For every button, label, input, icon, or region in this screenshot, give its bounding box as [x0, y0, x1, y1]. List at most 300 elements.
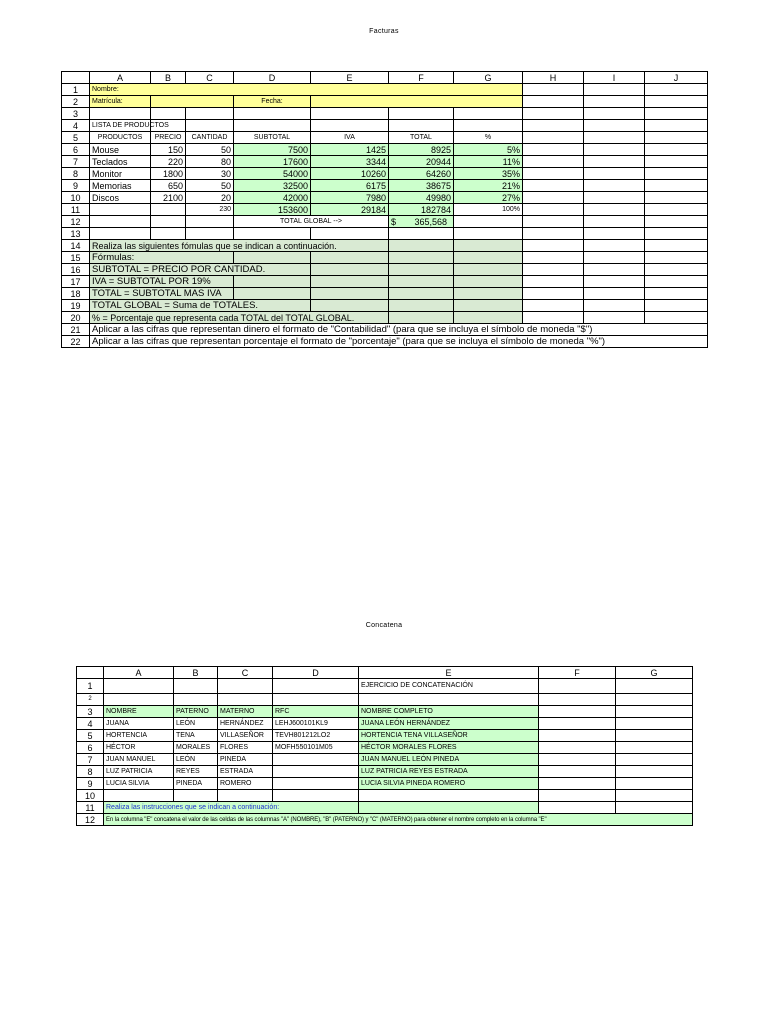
cell[interactable]	[539, 766, 616, 778]
cell[interactable]	[523, 216, 584, 228]
cell[interactable]	[645, 300, 708, 312]
product-name[interactable]: Discos	[90, 192, 151, 204]
cell[interactable]	[584, 204, 645, 216]
row-number[interactable]: 1	[62, 84, 90, 96]
cell[interactable]	[523, 192, 584, 204]
row-number[interactable]: 12	[77, 814, 104, 826]
header-subtotal[interactable]: SUBTOTAL	[234, 132, 311, 144]
cell[interactable]	[90, 204, 151, 216]
person-nombre[interactable]: HÉCTOR	[104, 742, 174, 754]
product-total[interactable]: 20944	[389, 156, 454, 168]
cell[interactable]	[616, 706, 693, 718]
fecha-label[interactable]: Fecha:	[234, 96, 311, 108]
person-rfc[interactable]: MOFH550101M05	[273, 742, 359, 754]
instruction-porcentaje[interactable]: Aplicar a las cifras que representan porcentaje el formato de "porcentaje" (para que se incluya el símbolo de moneda "%")	[90, 336, 708, 348]
col-header-a[interactable]: A	[104, 667, 174, 679]
cell[interactable]	[454, 120, 523, 132]
cell[interactable]	[454, 288, 523, 300]
formula-iva[interactable]: IVA = SUBTOTAL POR 19%	[90, 276, 234, 288]
cell[interactable]	[539, 694, 616, 706]
cell[interactable]	[584, 228, 645, 240]
row-number[interactable]: 8	[77, 766, 104, 778]
product-subtotal[interactable]: 42000	[234, 192, 311, 204]
row-number[interactable]: 11	[77, 802, 104, 814]
cell[interactable]	[523, 228, 584, 240]
cell[interactable]	[539, 802, 616, 814]
formula-total-global[interactable]: TOTAL GLOBAL = Suma de TOTALES.	[90, 300, 311, 312]
product-precio[interactable]: 1800	[151, 168, 186, 180]
cell[interactable]	[645, 312, 708, 324]
cell[interactable]	[523, 156, 584, 168]
person-materno[interactable]: ESTRADA	[218, 766, 273, 778]
concatenation-title[interactable]: EJERCICIO DE CONCATENACIÓN	[359, 679, 539, 694]
header-precio[interactable]: PRECIO	[151, 132, 186, 144]
cell[interactable]	[584, 180, 645, 192]
col-header-d[interactable]: D	[234, 72, 311, 84]
cell[interactable]	[523, 120, 584, 132]
cell[interactable]	[151, 108, 186, 120]
cell[interactable]	[174, 694, 218, 706]
row-number[interactable]: 7	[62, 156, 90, 168]
product-total[interactable]: 38675	[389, 180, 454, 192]
header-materno[interactable]: MATERNO	[218, 706, 273, 718]
product-cantidad[interactable]: 30	[186, 168, 234, 180]
cell[interactable]	[584, 240, 645, 252]
concatena-instruction[interactable]: En la columna "E" concatena el valor de las celdas de las columnas "A" (NOMBRE), "B" (PATERNO) y "C" (MATERNO) para obtener el nombre completo en la columna "E"	[104, 814, 693, 826]
cell[interactable]	[523, 96, 584, 108]
cell[interactable]	[584, 84, 645, 96]
cell[interactable]	[645, 252, 708, 264]
col-header-g[interactable]: G	[454, 72, 523, 84]
cell[interactable]	[454, 216, 523, 228]
product-subtotal[interactable]: 54000	[234, 168, 311, 180]
cell[interactable]	[311, 120, 389, 132]
product-precio[interactable]: 220	[151, 156, 186, 168]
person-nombre[interactable]: HORTENCIA	[104, 730, 174, 742]
cell[interactable]	[174, 790, 218, 802]
person-rfc[interactable]: LEHJ600101KL9	[273, 718, 359, 730]
row-number[interactable]: 4	[77, 718, 104, 730]
cell[interactable]	[523, 276, 584, 288]
formula-total[interactable]: TOTAL = SUBTOTAL MAS IVA	[90, 288, 234, 300]
corner-cell[interactable]	[77, 667, 104, 679]
formula-subtotal[interactable]: SUBTOTAL = PRECIO POR CANTIDAD.	[90, 264, 311, 276]
product-subtotal[interactable]: 7500	[234, 144, 311, 156]
person-nombre-completo[interactable]: JUANA LEÓN HERNÁNDEZ	[359, 718, 539, 730]
cell[interactable]	[389, 300, 454, 312]
formulas-label[interactable]: Fórmulas:	[90, 252, 234, 264]
cell[interactable]	[539, 679, 616, 694]
cell[interactable]	[645, 180, 708, 192]
header-productos[interactable]: PRODUCTOS	[90, 132, 151, 144]
cell[interactable]	[186, 108, 234, 120]
cell[interactable]	[523, 108, 584, 120]
cell[interactable]	[523, 180, 584, 192]
cell[interactable]	[359, 802, 539, 814]
row-number[interactable]: 5	[77, 730, 104, 742]
person-paterno[interactable]: MORALES	[174, 742, 218, 754]
product-name[interactable]: Mouse	[90, 144, 151, 156]
header-percent[interactable]: %	[454, 132, 523, 144]
person-rfc[interactable]	[273, 766, 359, 778]
product-iva[interactable]: 10260	[311, 168, 389, 180]
product-name[interactable]: Teclados	[90, 156, 151, 168]
col-header-d[interactable]: D	[273, 667, 359, 679]
row-number[interactable]: 9	[62, 180, 90, 192]
cell[interactable]	[90, 108, 151, 120]
col-header-j[interactable]: J	[645, 72, 708, 84]
cell[interactable]	[584, 300, 645, 312]
cell[interactable]	[454, 228, 523, 240]
instruction-text[interactable]: Realiza las siguientes fómulas que se indican a continuación.	[90, 240, 389, 252]
person-paterno[interactable]: REYES	[174, 766, 218, 778]
row-number[interactable]: 4	[62, 120, 90, 132]
cell[interactable]	[584, 276, 645, 288]
cell[interactable]	[645, 216, 708, 228]
cell[interactable]	[523, 84, 584, 96]
cell[interactable]	[645, 240, 708, 252]
concatena-instructions-title[interactable]: Realiza las instrucciones que se indican a continuación:	[104, 802, 359, 814]
cell[interactable]	[234, 120, 311, 132]
row-number[interactable]: 14	[62, 240, 90, 252]
cell[interactable]	[523, 312, 584, 324]
product-cantidad[interactable]: 80	[186, 156, 234, 168]
cell[interactable]	[539, 730, 616, 742]
product-percent[interactable]: 35%	[454, 168, 523, 180]
row-number[interactable]: 6	[77, 742, 104, 754]
cell[interactable]	[616, 778, 693, 790]
cell[interactable]	[584, 192, 645, 204]
total-percent[interactable]: 100%	[454, 204, 523, 216]
cell[interactable]	[523, 204, 584, 216]
cell[interactable]	[273, 679, 359, 694]
person-paterno[interactable]: TENA	[174, 730, 218, 742]
corner-cell[interactable]	[62, 72, 90, 84]
cell[interactable]	[645, 120, 708, 132]
cell[interactable]	[645, 96, 708, 108]
product-iva[interactable]: 7980	[311, 192, 389, 204]
row-number[interactable]: 22	[62, 336, 90, 348]
row-number[interactable]: 12	[62, 216, 90, 228]
cell[interactable]	[311, 288, 389, 300]
cell[interactable]	[523, 144, 584, 156]
row-number[interactable]: 1	[77, 679, 104, 694]
total-cantidad[interactable]: 230	[186, 204, 234, 216]
cell[interactable]	[584, 312, 645, 324]
cell[interactable]	[645, 132, 708, 144]
col-header-b[interactable]: B	[174, 667, 218, 679]
cell[interactable]	[151, 204, 186, 216]
cell[interactable]	[90, 216, 151, 228]
cell[interactable]	[616, 754, 693, 766]
cell[interactable]	[645, 108, 708, 120]
total-subtotal[interactable]: 153600	[234, 204, 311, 216]
cell[interactable]	[389, 276, 454, 288]
col-header-g[interactable]: G	[616, 667, 693, 679]
person-rfc[interactable]	[273, 754, 359, 766]
cell[interactable]	[539, 754, 616, 766]
row-number[interactable]: 2	[77, 694, 104, 706]
cell[interactable]	[584, 108, 645, 120]
cell[interactable]	[104, 679, 174, 694]
cell[interactable]	[645, 288, 708, 300]
cell[interactable]	[151, 228, 186, 240]
col-header-c[interactable]: C	[186, 72, 234, 84]
person-materno[interactable]: ROMERO	[218, 778, 273, 790]
person-paterno[interactable]: LEÓN	[174, 754, 218, 766]
row-number[interactable]: 10	[62, 192, 90, 204]
col-header-f[interactable]: F	[389, 72, 454, 84]
cell[interactable]	[234, 288, 311, 300]
cell[interactable]	[645, 204, 708, 216]
cell[interactable]	[616, 679, 693, 694]
product-total[interactable]: 49980	[389, 192, 454, 204]
cell[interactable]	[523, 132, 584, 144]
col-header-f[interactable]: F	[539, 667, 616, 679]
cell[interactable]	[174, 679, 218, 694]
cell[interactable]	[616, 718, 693, 730]
person-nombre-completo[interactable]: LUCIA SILVIA PINEDA ROMERO	[359, 778, 539, 790]
product-iva[interactable]: 1425	[311, 144, 389, 156]
cell[interactable]	[584, 216, 645, 228]
cell[interactable]	[234, 108, 311, 120]
cell[interactable]	[645, 144, 708, 156]
matricula-label[interactable]: Matrícula:	[90, 96, 151, 108]
cell[interactable]	[186, 120, 234, 132]
header-paterno[interactable]: PATERNO	[174, 706, 218, 718]
col-header-h[interactable]: H	[523, 72, 584, 84]
fecha-input-cell[interactable]	[311, 96, 523, 108]
row-number[interactable]: 6	[62, 144, 90, 156]
header-nombre[interactable]: NOMBRE	[104, 706, 174, 718]
cell[interactable]	[645, 264, 708, 276]
cell[interactable]	[234, 252, 311, 264]
nombre-label[interactable]: Nombre:	[90, 84, 151, 96]
cell[interactable]	[454, 252, 523, 264]
row-number[interactable]: 16	[62, 264, 90, 276]
person-nombre[interactable]: LUZ PATRICIA	[104, 766, 174, 778]
cell[interactable]	[311, 252, 389, 264]
nombre-input-cell[interactable]	[151, 84, 523, 96]
person-rfc[interactable]	[273, 778, 359, 790]
cell[interactable]	[584, 96, 645, 108]
product-percent[interactable]: 21%	[454, 180, 523, 192]
person-nombre-completo[interactable]: LUZ PATRICIA REYES ESTRADA	[359, 766, 539, 778]
cell[interactable]	[311, 300, 389, 312]
cell[interactable]	[311, 276, 389, 288]
product-cantidad[interactable]: 20	[186, 192, 234, 204]
cell[interactable]	[389, 264, 454, 276]
cell[interactable]	[454, 240, 523, 252]
formula-percent[interactable]: % = Porcentaje que representa cada TOTAL del TOTAL GLOBAL.	[90, 312, 389, 324]
cell[interactable]	[104, 790, 174, 802]
cell[interactable]	[584, 156, 645, 168]
header-iva[interactable]: IVA	[311, 132, 389, 144]
row-number[interactable]: 9	[77, 778, 104, 790]
row-number[interactable]: 2	[62, 96, 90, 108]
product-precio[interactable]: 2100	[151, 192, 186, 204]
person-materno[interactable]: PINEDA	[218, 754, 273, 766]
cell[interactable]	[454, 276, 523, 288]
cell[interactable]	[539, 718, 616, 730]
row-number[interactable]: 3	[62, 108, 90, 120]
cell[interactable]	[616, 694, 693, 706]
row-number[interactable]: 5	[62, 132, 90, 144]
cell[interactable]	[584, 288, 645, 300]
row-number[interactable]: 10	[77, 790, 104, 802]
person-nombre[interactable]: LUCIA SILVIA	[104, 778, 174, 790]
cell[interactable]	[616, 766, 693, 778]
cell[interactable]	[359, 790, 539, 802]
cell[interactable]	[523, 240, 584, 252]
product-cantidad[interactable]: 50	[186, 180, 234, 192]
product-cantidad[interactable]: 50	[186, 144, 234, 156]
header-cantidad[interactable]: CANTIDAD	[186, 132, 234, 144]
cell[interactable]	[523, 288, 584, 300]
row-number[interactable]: 13	[62, 228, 90, 240]
cell[interactable]	[218, 694, 273, 706]
cell[interactable]	[616, 730, 693, 742]
row-number[interactable]: 21	[62, 324, 90, 336]
cell[interactable]	[311, 264, 389, 276]
person-nombre[interactable]: JUANA	[104, 718, 174, 730]
row-number[interactable]: 3	[77, 706, 104, 718]
cell[interactable]	[523, 168, 584, 180]
cell[interactable]	[645, 192, 708, 204]
person-paterno[interactable]: LEÓN	[174, 718, 218, 730]
cell[interactable]	[584, 132, 645, 144]
cell[interactable]	[218, 790, 273, 802]
cell[interactable]	[523, 300, 584, 312]
cell[interactable]	[523, 264, 584, 276]
row-number[interactable]: 20	[62, 312, 90, 324]
cell[interactable]	[389, 312, 454, 324]
cell[interactable]	[539, 790, 616, 802]
cell[interactable]	[389, 288, 454, 300]
cell[interactable]	[359, 694, 539, 706]
row-number[interactable]: 8	[62, 168, 90, 180]
col-header-e[interactable]: E	[311, 72, 389, 84]
cell[interactable]	[454, 312, 523, 324]
cell[interactable]	[539, 742, 616, 754]
product-precio[interactable]: 150	[151, 144, 186, 156]
product-percent[interactable]: 27%	[454, 192, 523, 204]
total-global-label[interactable]: TOTAL GLOBAL -->	[234, 216, 389, 228]
person-paterno[interactable]: PINEDA	[174, 778, 218, 790]
cell[interactable]	[645, 168, 708, 180]
person-nombre-completo[interactable]: HORTENCIA TENA VILLASEÑOR	[359, 730, 539, 742]
header-nombre-completo[interactable]: NOMBRE COMPLETO	[359, 706, 539, 718]
product-iva[interactable]: 3344	[311, 156, 389, 168]
col-header-c[interactable]: C	[218, 667, 273, 679]
cell[interactable]	[584, 120, 645, 132]
total-iva[interactable]: 29184	[311, 204, 389, 216]
header-rfc[interactable]: RFC	[273, 706, 359, 718]
row-number[interactable]: 11	[62, 204, 90, 216]
lista-productos-label[interactable]: LISTA DE PRODUCTOS	[90, 120, 151, 132]
cell[interactable]	[539, 778, 616, 790]
cell[interactable]	[234, 228, 311, 240]
product-iva[interactable]: 6175	[311, 180, 389, 192]
cell[interactable]	[645, 276, 708, 288]
cell[interactable]	[273, 790, 359, 802]
col-header-b[interactable]: B	[151, 72, 186, 84]
product-total[interactable]: 64260	[389, 168, 454, 180]
total-total[interactable]: 182784	[389, 204, 454, 216]
cell[interactable]	[311, 108, 389, 120]
cell[interactable]	[645, 228, 708, 240]
cell[interactable]	[645, 156, 708, 168]
product-precio[interactable]: 650	[151, 180, 186, 192]
cell[interactable]	[151, 216, 186, 228]
col-header-a[interactable]: A	[90, 72, 151, 84]
person-nombre-completo[interactable]: HÉCTOR MORALES FLORES	[359, 742, 539, 754]
cell[interactable]	[218, 679, 273, 694]
row-number[interactable]: 18	[62, 288, 90, 300]
person-rfc[interactable]: TEVH801212LO2	[273, 730, 359, 742]
cell[interactable]	[616, 742, 693, 754]
cell[interactable]	[389, 252, 454, 264]
cell[interactable]	[645, 84, 708, 96]
header-total[interactable]: TOTAL	[389, 132, 454, 144]
col-header-i[interactable]: I	[584, 72, 645, 84]
cell[interactable]	[389, 228, 454, 240]
cell[interactable]	[273, 694, 359, 706]
person-nombre-completo[interactable]: JUAN MANUEL LEÓN PINEDA	[359, 754, 539, 766]
row-number[interactable]: 15	[62, 252, 90, 264]
cell[interactable]	[186, 228, 234, 240]
cell[interactable]	[584, 264, 645, 276]
cell[interactable]	[616, 790, 693, 802]
total-global-value-cell[interactable]	[389, 216, 454, 228]
product-percent[interactable]: 5%	[454, 144, 523, 156]
cell[interactable]	[454, 300, 523, 312]
cell[interactable]	[539, 706, 616, 718]
row-number[interactable]: 17	[62, 276, 90, 288]
cell[interactable]	[584, 168, 645, 180]
cell[interactable]	[584, 144, 645, 156]
cell[interactable]	[234, 276, 311, 288]
cell[interactable]	[311, 228, 389, 240]
person-materno[interactable]: FLORES	[218, 742, 273, 754]
product-subtotal[interactable]: 32500	[234, 180, 311, 192]
product-percent[interactable]: 11%	[454, 156, 523, 168]
cell[interactable]	[454, 108, 523, 120]
cell[interactable]	[523, 252, 584, 264]
cell[interactable]	[584, 252, 645, 264]
cell[interactable]	[389, 240, 454, 252]
product-total[interactable]: 8925	[389, 144, 454, 156]
person-nombre[interactable]: JUAN MANUEL	[104, 754, 174, 766]
person-materno[interactable]: VILLASEÑOR	[218, 730, 273, 742]
product-subtotal[interactable]: 17600	[234, 156, 311, 168]
cell[interactable]	[616, 802, 693, 814]
row-number[interactable]: 7	[77, 754, 104, 766]
cell[interactable]	[186, 216, 234, 228]
product-name[interactable]: Monitor	[90, 168, 151, 180]
cell[interactable]	[104, 694, 174, 706]
instruction-contabilidad[interactable]: Aplicar a las cifras que representan dinero el formato de "Contabilidad" (para que se incluya el símbolo de moneda "$")	[90, 324, 708, 336]
cell[interactable]	[389, 108, 454, 120]
cell[interactable]	[454, 264, 523, 276]
row-number[interactable]: 19	[62, 300, 90, 312]
product-name[interactable]: Memorias	[90, 180, 151, 192]
cell[interactable]	[389, 120, 454, 132]
col-header-e[interactable]: E	[359, 667, 539, 679]
person-materno[interactable]: HERNÁNDEZ	[218, 718, 273, 730]
matricula-input-cell[interactable]	[151, 96, 234, 108]
cell[interactable]	[90, 228, 151, 240]
